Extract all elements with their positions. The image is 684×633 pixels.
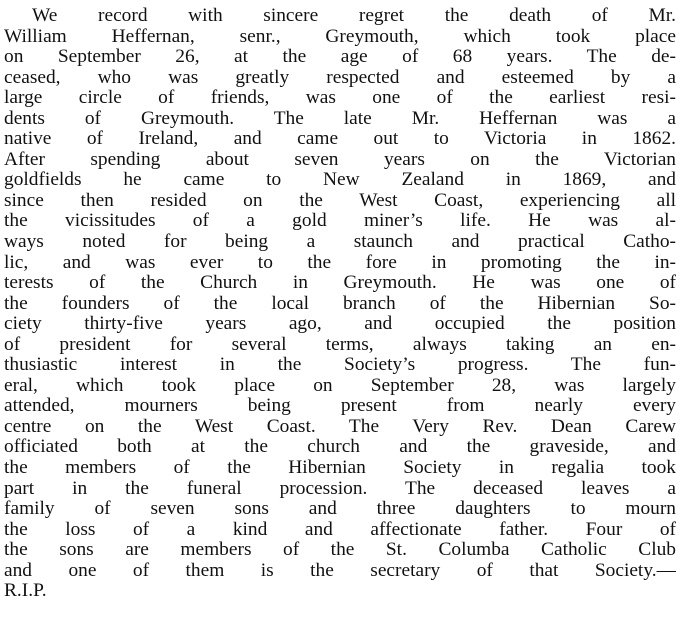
article-line: dents of Greymouth. The late Mr. Heffernan was a (4, 108, 676, 129)
article-line: large circle of friends, was one of the earliest resi- (4, 88, 676, 109)
article-line: William Heffernan, senr., Greymouth, which took place (4, 26, 676, 47)
article-line: We record with sincere regret the death of Mr. (32, 6, 676, 26)
article-line: terests of the Church in Greymouth. He was one of (4, 273, 676, 294)
article-line: ways noted for being a staunch and practical Catho- (4, 232, 676, 253)
article-line: goldfields he came to New Zealand in 1869, and (4, 170, 676, 191)
article-line: the vicissitudes of a gold miner’s life. He was al- (4, 211, 676, 232)
article-line: of president for several terms, always taking an en- (4, 334, 676, 355)
article-line: After spending about seven years on the Victorian (4, 149, 676, 170)
article-line: the members of the Hibernian Society in regalia took (4, 458, 676, 479)
article-line: native of Ireland, and came out to Victoria in 1862. (4, 129, 676, 150)
article-line: lic, and was ever to the fore in promoting the in- (4, 252, 676, 273)
article-line: part in the funeral procession. The deceased leaves a (4, 478, 676, 499)
article-line: officiated both at the church and the graveside, and (4, 437, 676, 458)
article-line: centre on the West Coast. The Very Rev. Dean Carew (4, 416, 676, 437)
article-line: the loss of a kind and affectionate father. Four of (4, 519, 676, 540)
article-line: ceased, who was greatly respected and esteemed by a (4, 67, 676, 88)
article-line: and one of them is the secretary of that Society.— (4, 560, 676, 581)
article-line: thusiastic interest in the Society’s progress. The fun- (4, 355, 676, 376)
article-line: since then resided on the West Coast, experiencing all (4, 190, 676, 211)
article-line: attended, mourners being present from nearly every (4, 396, 676, 417)
article-line: family of seven sons and three daughters to mourn (4, 499, 676, 520)
article-line: the founders of the local branch of the Hibernian So- (4, 293, 676, 314)
article-line: eral, which took place on September 28, was largely (4, 375, 676, 396)
article-line: ciety thirty-five years ago, and occupied the position (4, 314, 676, 335)
article-line: R.I.P. (4, 581, 47, 602)
article-line: the sons are members of the St. Columba Catholic Club (4, 540, 676, 561)
article-line: on September 26, at the age of 68 years. The de- (4, 47, 676, 68)
